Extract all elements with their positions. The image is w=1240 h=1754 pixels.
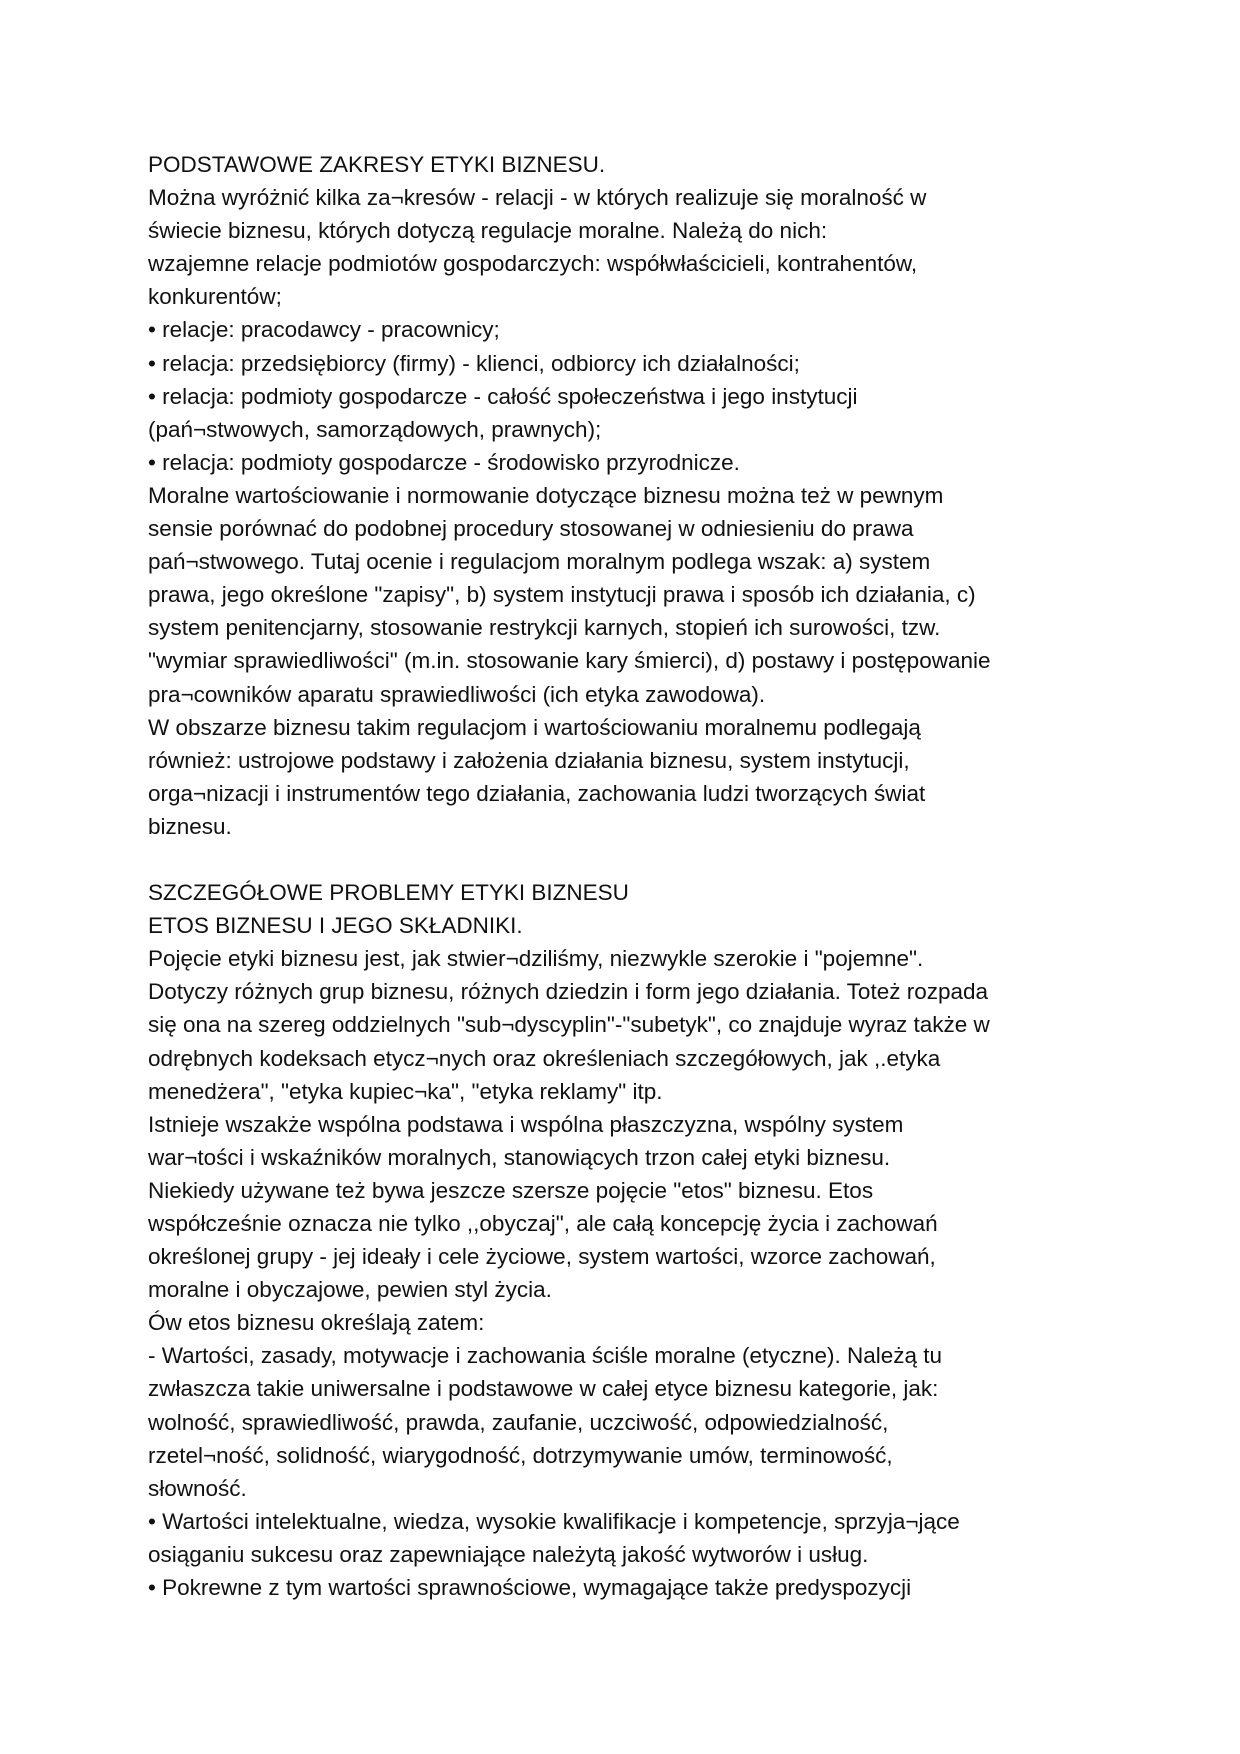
text-line: menedżera", "etyka kupiec¬ka", "etyka reklamy" itp. <box>148 1078 663 1104</box>
text-line: • Wartości intelektualne, wiedza, wysokie kwalifikacje i kompetencje, sprzyja¬jące <box>148 1508 960 1534</box>
text-line: się ona na szereg oddzielnych "sub¬dyscyplin"-"subetyk", co znajduje wyraz także w <box>148 1012 990 1038</box>
text-line: - Wartości, zasady, motywacje i zachowania ściśle moralne (etyczne). Należą tu <box>148 1343 943 1369</box>
text-line: Ów etos biznesu określają zatem: <box>148 1310 485 1336</box>
text-line: określonej grupy - jej ideały i cele życiowe, system wartości, wzorce zachowań, <box>148 1244 936 1270</box>
text-line: (pań¬stwowych, samorządowych, prawnych); <box>148 416 602 442</box>
text-line: Istnieje wszakże wspólna podstawa i wspólna płaszczyzna, wspólny system <box>148 1111 904 1137</box>
text-line: Pojęcie etyki biznesu jest, jak stwier¬dziliśmy, niezwykle szerokie i "pojemne". <box>148 946 924 972</box>
text-line: rzetel¬ność, solidność, wiarygodność, dotrzymywanie umów, terminowość, <box>148 1442 893 1468</box>
document-body <box>148 148 1148 1604</box>
text-line: konkurentów; <box>148 284 282 310</box>
text-line: słowność. <box>148 1475 247 1501</box>
text-line: moralne i obyczajowe, pewien styl życia. <box>148 1277 552 1303</box>
text-line: Niekiedy używane też bywa jeszcze szersze pojęcie "etos" biznesu. Etos <box>148 1177 874 1203</box>
text-line: wzajemne relacje podmiotów gospodarczych: współwłaścicieli, kontrahentów, <box>148 251 918 277</box>
text-line: zwłaszcza takie uniwersalne i podstawowe w całej etyce biznesu kategorie, jak: <box>148 1376 939 1402</box>
text-line: war¬tości i wskaźników moralnych, stanowiących trzon całej etyki biznesu. <box>148 1144 891 1170</box>
text-line: • Pokrewne z tym wartości sprawnościowe, wymagające także predyspozycji <box>148 1575 912 1601</box>
text-line: pra¬cowników aparatu sprawiedliwości (ich etyka zawodowa). <box>148 681 766 707</box>
text-line: SZCZEGÓŁOWE PROBLEMY ETYKI BIZNESU <box>148 880 629 906</box>
text-line: Moralne wartościowanie i normowanie dotyczące biznesu można też w pewnym <box>148 482 944 508</box>
text-line: pań¬stwowego. Tutaj ocenie i regulacjom moralnym podlega wszak: a) system <box>148 549 931 575</box>
text-line: sensie porównać do podobnej procedury stosowanej w odniesieniu do prawa <box>148 516 914 542</box>
text-line: ETOS BIZNESU I JEGO SKŁADNIKI. <box>148 913 523 939</box>
text-line: Można wyróżnić kilka za¬kresów - relacji - w których realizuje się moralność w <box>148 185 927 211</box>
text-line: wolność, sprawiedliwość, prawda, zaufanie, uczciwość, odpowiedzialność, <box>148 1409 889 1435</box>
text-line: Dotyczy różnych grup biznesu, różnych dziedzin i form jego działania. Toteż rozpada <box>148 979 989 1005</box>
text-line: świecie biznesu, których dotyczą regulacje moralne. Należą do nich: <box>148 218 828 244</box>
text-line: W obszarze biznesu takim regulacjom i wartościowaniu moralnemu podlegają <box>148 714 921 740</box>
text-line: współcześnie oznacza nie tylko ,,obyczaj", ale całą koncepcję życia i zachowań <box>148 1211 938 1236</box>
text-line: "wymiar sprawiedliwości" (m.in. stosowanie kary śmierci), d) postawy i postępowanie <box>148 648 991 674</box>
text-line: prawa, jego określone "zapisy", b) system instytucji prawa i sposób ich działania, c) <box>148 582 976 608</box>
text-line: • relacje: pracodawcy - pracownicy; <box>148 317 500 343</box>
text-line: PODSTAWOWE ZAKRESY ETYKI BIZNESU. <box>148 152 606 177</box>
text-line: biznesu. <box>148 813 232 839</box>
text-line: odrębnych kodeksach etycz¬nych oraz określeniach szczegółowych, jak ,.etyka <box>148 1045 941 1071</box>
text-line: • relacja: przedsiębiorcy (firmy) - klienci, odbiorcy ich działalności; <box>148 350 800 376</box>
text-line: osiąganiu sukcesu oraz zapewniające należytą jakość wytworów i usług. <box>148 1541 869 1567</box>
text-line: orga¬nizacji i instrumentów tego działania, zachowania ludzi tworzących świat <box>148 780 926 806</box>
text-line: • relacja: podmioty gospodarcze - całość społeczeństwa i jego instytucji <box>148 383 858 409</box>
blank-line <box>148 843 1148 876</box>
text-line: również: ustrojowe podstawy i założenia działania biznesu, system instytucji, <box>148 747 910 773</box>
text-line: system penitencjarny, stosowanie restrykcji karnych, stopień ich surowości, tzw. <box>148 615 941 641</box>
text-line: • relacja: podmioty gospodarcze - środowisko przyrodnicze. <box>148 449 740 475</box>
